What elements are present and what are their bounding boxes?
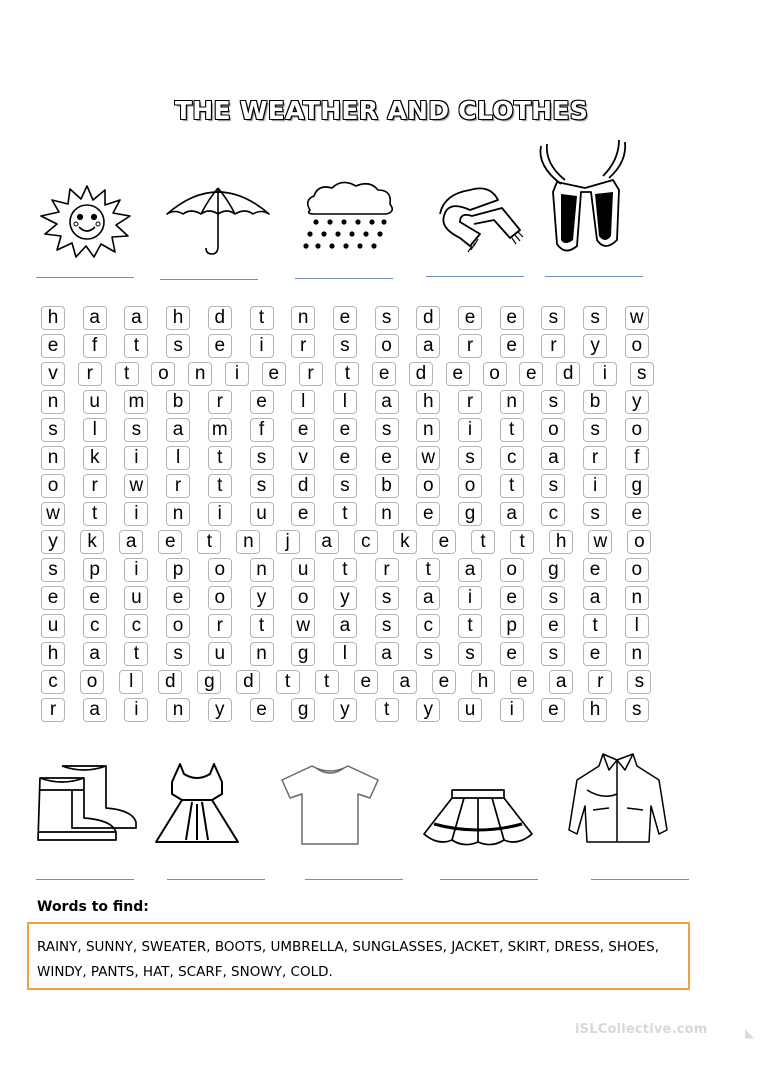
- grid-cell[interactable]: k: [80, 530, 104, 554]
- grid-cell[interactable]: u: [291, 558, 315, 582]
- grid-cell[interactable]: t: [416, 558, 440, 582]
- grid-cell[interactable]: n: [500, 390, 524, 414]
- grid-cell[interactable]: t: [276, 670, 300, 694]
- grid-cell[interactable]: i: [124, 446, 148, 470]
- grid-cell[interactable]: s: [458, 642, 482, 666]
- grid-cell[interactable]: i: [225, 362, 249, 386]
- grid-cell[interactable]: t: [315, 670, 339, 694]
- grid-cell[interactable]: r: [78, 362, 102, 386]
- grid-cell[interactable]: h: [416, 390, 440, 414]
- grid-cell[interactable]: g: [458, 502, 482, 526]
- grid-cell[interactable]: t: [333, 502, 357, 526]
- grid-cell[interactable]: e: [432, 530, 456, 554]
- grid-cell[interactable]: r: [541, 334, 565, 358]
- grid-cell[interactable]: t: [83, 502, 107, 526]
- grid-cell[interactable]: a: [549, 670, 573, 694]
- grid-cell[interactable]: h: [549, 530, 573, 554]
- grid-cell[interactable]: a: [83, 698, 107, 722]
- grid-cell[interactable]: g: [291, 642, 315, 666]
- word-list-line-1: RAINY, SUNNY, SWEATER, BOOTS, UMBRELLA, SUNGLASSES, JACKET, SKIRT, DRESS, SHOES,: [37, 939, 660, 955]
- grid-cell[interactable]: i: [124, 502, 148, 526]
- grid-cell[interactable]: n: [250, 558, 274, 582]
- grid-cell[interactable]: w: [124, 474, 148, 498]
- grid-cell[interactable]: n: [375, 502, 399, 526]
- grid-cell[interactable]: v: [41, 362, 65, 386]
- grid-cell[interactable]: i: [124, 698, 148, 722]
- skirt-icon: [418, 786, 538, 852]
- footer-watermark: iSLCollective.com: [575, 1022, 708, 1037]
- grid-cell[interactable]: t: [124, 642, 148, 666]
- grid-cell[interactable]: t: [510, 530, 534, 554]
- answer-line[interactable]: [160, 279, 258, 280]
- grid-cell[interactable]: s: [583, 502, 607, 526]
- grid-cell[interactable]: t: [250, 614, 274, 638]
- grid-cell[interactable]: u: [83, 390, 107, 414]
- answer-line[interactable]: [591, 879, 689, 880]
- grid-cell[interactable]: n: [166, 698, 190, 722]
- grid-cell[interactable]: a: [124, 306, 148, 330]
- rain-cloud-icon: [300, 180, 400, 258]
- grid-cell[interactable]: t: [333, 558, 357, 582]
- grid-cell[interactable]: i: [500, 698, 524, 722]
- word-list-box: [27, 922, 690, 990]
- grid-cell[interactable]: w: [291, 614, 315, 638]
- grid-cell[interactable]: s: [375, 614, 399, 638]
- grid-cell[interactable]: e: [208, 334, 232, 358]
- grid-cell[interactable]: n: [416, 418, 440, 442]
- grid-cell[interactable]: r: [588, 670, 612, 694]
- grid-cell[interactable]: b: [583, 390, 607, 414]
- grid-cell[interactable]: e: [583, 642, 607, 666]
- grid-cell[interactable]: b: [166, 390, 190, 414]
- grid-cell[interactable]: y: [250, 586, 274, 610]
- grid-cell[interactable]: l: [625, 614, 649, 638]
- grid-cell[interactable]: o: [625, 418, 649, 442]
- grid-cell[interactable]: p: [166, 558, 190, 582]
- grid-cell[interactable]: g: [625, 474, 649, 498]
- grid-cell[interactable]: o: [208, 558, 232, 582]
- grid-cell[interactable]: j: [276, 530, 300, 554]
- grid-cell[interactable]: o: [375, 334, 399, 358]
- grid-cell[interactable]: d: [291, 474, 315, 498]
- grid-cell[interactable]: a: [416, 334, 440, 358]
- grid-cell[interactable]: e: [333, 418, 357, 442]
- grid-cell[interactable]: r: [291, 334, 315, 358]
- grid-cell[interactable]: v: [291, 446, 315, 470]
- grid-cell[interactable]: e: [83, 586, 107, 610]
- grid-cell[interactable]: e: [250, 390, 274, 414]
- grid-cell[interactable]: s: [583, 306, 607, 330]
- grid-cell[interactable]: s: [625, 698, 649, 722]
- grid-cell[interactable]: k: [393, 530, 417, 554]
- grid-cell[interactable]: h: [41, 642, 65, 666]
- grid-cell[interactable]: u: [124, 586, 148, 610]
- grid-cell[interactable]: a: [458, 558, 482, 582]
- grid-cell[interactable]: s: [630, 362, 654, 386]
- grid-cell[interactable]: c: [416, 614, 440, 638]
- grid-cell[interactable]: o: [166, 614, 190, 638]
- grid-cell[interactable]: s: [41, 558, 65, 582]
- grid-cell[interactable]: i: [458, 586, 482, 610]
- grid-cell[interactable]: f: [250, 418, 274, 442]
- grid-cell[interactable]: y: [416, 698, 440, 722]
- grid-cell[interactable]: o: [291, 586, 315, 610]
- grid-cell[interactable]: e: [262, 362, 286, 386]
- grid-cell[interactable]: s: [375, 418, 399, 442]
- grid-cell[interactable]: e: [158, 530, 182, 554]
- grid-cell[interactable]: c: [83, 614, 107, 638]
- grid-cell[interactable]: e: [372, 362, 396, 386]
- answer-line[interactable]: [167, 879, 265, 880]
- grid-cell[interactable]: t: [115, 362, 139, 386]
- answer-line[interactable]: [36, 277, 134, 278]
- grid-cell[interactable]: n: [41, 446, 65, 470]
- grid-cell[interactable]: o: [627, 530, 651, 554]
- grid-cell[interactable]: d: [556, 362, 580, 386]
- grid-cell[interactable]: g: [291, 698, 315, 722]
- scarf-icon: [430, 180, 530, 258]
- grid-cell[interactable]: c: [354, 530, 378, 554]
- grid-cell[interactable]: i: [124, 558, 148, 582]
- jacket-icon: [563, 750, 673, 846]
- grid-cell[interactable]: m: [124, 390, 148, 414]
- grid-cell[interactable]: s: [124, 418, 148, 442]
- grid-cell[interactable]: t: [124, 334, 148, 358]
- grid-cell[interactable]: e: [510, 670, 534, 694]
- grid-cell[interactable]: a: [393, 670, 417, 694]
- grid-cell[interactable]: n: [625, 586, 649, 610]
- grid-cell[interactable]: o: [80, 670, 104, 694]
- answer-line[interactable]: [295, 278, 393, 279]
- grid-cell[interactable]: e: [41, 334, 65, 358]
- grid-cell[interactable]: e: [541, 614, 565, 638]
- sun-icon: [37, 180, 137, 260]
- answer-line[interactable]: [36, 879, 134, 880]
- grid-cell[interactable]: o: [500, 558, 524, 582]
- grid-cell[interactable]: s: [333, 474, 357, 498]
- grid-cell[interactable]: l: [333, 642, 357, 666]
- grid-cell[interactable]: s: [250, 446, 274, 470]
- grid-cell[interactable]: s: [166, 334, 190, 358]
- grid-cell[interactable]: h: [166, 306, 190, 330]
- grid-cell[interactable]: e: [500, 586, 524, 610]
- tshirt-icon: [278, 762, 382, 846]
- grid-cell[interactable]: u: [458, 698, 482, 722]
- grid-cell[interactable]: t: [250, 306, 274, 330]
- watermark-corner-icon: ◣: [745, 1026, 755, 1040]
- grid-cell[interactable]: i: [250, 334, 274, 358]
- grid-cell[interactable]: s: [41, 418, 65, 442]
- grid-cell[interactable]: e: [541, 698, 565, 722]
- grid-cell[interactable]: w: [416, 446, 440, 470]
- grid-cell[interactable]: o: [625, 334, 649, 358]
- grid-cell[interactable]: s: [416, 642, 440, 666]
- grid-cell[interactable]: n: [250, 642, 274, 666]
- word-list-line-2: WINDY, PANTS, HAT, SCARF, SNOWY, COLD.: [37, 964, 333, 980]
- grid-cell[interactable]: n: [41, 390, 65, 414]
- grid-cell[interactable]: e: [500, 306, 524, 330]
- answer-line[interactable]: [545, 276, 643, 277]
- grid-cell[interactable]: l: [119, 670, 143, 694]
- grid-cell[interactable]: o: [625, 558, 649, 582]
- grid-cell[interactable]: a: [166, 418, 190, 442]
- grid-cell[interactable]: n: [625, 642, 649, 666]
- grid-cell[interactable]: o: [416, 474, 440, 498]
- grid-cell[interactable]: s: [541, 586, 565, 610]
- grid-cell[interactable]: e: [416, 502, 440, 526]
- grid-cell[interactable]: e: [625, 502, 649, 526]
- grid-cell[interactable]: e: [583, 558, 607, 582]
- grid-cell[interactable]: y: [625, 390, 649, 414]
- grid-cell[interactable]: m: [208, 418, 232, 442]
- grid-cell[interactable]: e: [458, 306, 482, 330]
- grid-cell[interactable]: r: [458, 390, 482, 414]
- grid-cell[interactable]: s: [250, 474, 274, 498]
- grid-cell[interactable]: s: [333, 334, 357, 358]
- grid-cell[interactable]: t: [375, 698, 399, 722]
- grid-cell[interactable]: l: [291, 390, 315, 414]
- grid-cell[interactable]: i: [583, 474, 607, 498]
- grid-cell[interactable]: s: [166, 642, 190, 666]
- grid-cell[interactable]: e: [333, 446, 357, 470]
- grid-cell[interactable]: e: [446, 362, 470, 386]
- grid-cell[interactable]: o: [151, 362, 175, 386]
- grid-cell[interactable]: t: [500, 474, 524, 498]
- grid-cell[interactable]: s: [541, 390, 565, 414]
- sunglasses-icon: [535, 136, 635, 260]
- grid-cell[interactable]: y: [333, 586, 357, 610]
- answer-line[interactable]: [426, 276, 524, 277]
- grid-cell[interactable]: n: [236, 530, 260, 554]
- grid-cell[interactable]: h: [471, 670, 495, 694]
- grid-cell[interactable]: a: [375, 390, 399, 414]
- grid-cell[interactable]: e: [291, 502, 315, 526]
- grid-cell[interactable]: r: [41, 698, 65, 722]
- words-to-find-label: Words to find:: [37, 899, 149, 915]
- grid-cell[interactable]: h: [41, 306, 65, 330]
- answer-line[interactable]: [440, 879, 538, 880]
- grid-cell[interactable]: d: [236, 670, 260, 694]
- grid-cell[interactable]: r: [208, 614, 232, 638]
- grid-cell[interactable]: y: [208, 698, 232, 722]
- grid-cell[interactable]: u: [208, 642, 232, 666]
- grid-cell[interactable]: r: [83, 474, 107, 498]
- grid-cell[interactable]: s: [583, 418, 607, 442]
- grid-cell[interactable]: w: [625, 306, 649, 330]
- grid-cell[interactable]: s: [627, 670, 651, 694]
- grid-cell[interactable]: e: [500, 334, 524, 358]
- boots-icon: [32, 760, 142, 842]
- grid-cell[interactable]: e: [354, 670, 378, 694]
- grid-cell[interactable]: c: [41, 670, 65, 694]
- grid-cell[interactable]: e: [333, 306, 357, 330]
- grid-cell[interactable]: s: [541, 642, 565, 666]
- answer-line[interactable]: [305, 879, 403, 880]
- grid-cell[interactable]: o: [208, 586, 232, 610]
- grid-cell[interactable]: y: [583, 334, 607, 358]
- grid-cell[interactable]: s: [375, 586, 399, 610]
- grid-cell[interactable]: d: [416, 306, 440, 330]
- grid-cell[interactable]: a: [416, 586, 440, 610]
- umbrella-icon: [163, 180, 273, 258]
- grid-cell[interactable]: e: [291, 418, 315, 442]
- grid-cell[interactable]: i: [458, 418, 482, 442]
- grid-cell[interactable]: e: [375, 446, 399, 470]
- grid-cell[interactable]: u: [250, 502, 274, 526]
- grid-cell[interactable]: t: [335, 362, 359, 386]
- grid-cell[interactable]: t: [208, 446, 232, 470]
- grid-cell[interactable]: t: [583, 614, 607, 638]
- grid-cell[interactable]: t: [458, 614, 482, 638]
- grid-cell[interactable]: a: [119, 530, 143, 554]
- grid-cell[interactable]: e: [432, 670, 456, 694]
- grid-cell[interactable]: n: [291, 306, 315, 330]
- grid-cell[interactable]: b: [375, 474, 399, 498]
- grid-cell[interactable]: p: [500, 614, 524, 638]
- grid-cell[interactable]: c: [500, 446, 524, 470]
- grid-cell[interactable]: r: [299, 362, 323, 386]
- grid-cell[interactable]: i: [593, 362, 617, 386]
- grid-cell[interactable]: e: [166, 586, 190, 610]
- grid-cell[interactable]: t: [471, 530, 495, 554]
- grid-cell[interactable]: t: [197, 530, 221, 554]
- grid-cell[interactable]: t: [208, 474, 232, 498]
- grid-cell[interactable]: f: [625, 446, 649, 470]
- grid-cell[interactable]: e: [500, 642, 524, 666]
- grid-cell[interactable]: a: [375, 642, 399, 666]
- grid-cell[interactable]: s: [541, 474, 565, 498]
- grid-cell[interactable]: g: [197, 670, 221, 694]
- grid-cell[interactable]: a: [500, 502, 524, 526]
- grid-cell[interactable]: o: [483, 362, 507, 386]
- grid-cell[interactable]: a: [333, 614, 357, 638]
- grid-cell[interactable]: c: [124, 614, 148, 638]
- grid-cell[interactable]: l: [333, 390, 357, 414]
- grid-cell[interactable]: r: [375, 558, 399, 582]
- grid-cell[interactable]: f: [83, 334, 107, 358]
- grid-cell[interactable]: a: [83, 642, 107, 666]
- grid-cell[interactable]: p: [83, 558, 107, 582]
- grid-cell[interactable]: s: [458, 446, 482, 470]
- grid-cell[interactable]: h: [583, 698, 607, 722]
- grid-cell[interactable]: a: [541, 446, 565, 470]
- grid-cell[interactable]: a: [583, 586, 607, 610]
- grid-cell[interactable]: c: [541, 502, 565, 526]
- grid-cell[interactable]: s: [375, 306, 399, 330]
- grid-cell[interactable]: l: [166, 446, 190, 470]
- grid-cell[interactable]: e: [41, 586, 65, 610]
- grid-cell[interactable]: r: [208, 390, 232, 414]
- grid-cell[interactable]: n: [166, 502, 190, 526]
- page-title: THE WEATHER AND CLOTHES: [174, 96, 589, 125]
- grid-cell[interactable]: y: [41, 530, 65, 554]
- grid-cell[interactable]: d: [409, 362, 433, 386]
- grid-cell[interactable]: o: [458, 474, 482, 498]
- grid-cell[interactable]: g: [541, 558, 565, 582]
- grid-cell[interactable]: w: [41, 502, 65, 526]
- grid-cell[interactable]: w: [588, 530, 612, 554]
- grid-cell[interactable]: d: [208, 306, 232, 330]
- grid-cell[interactable]: y: [333, 698, 357, 722]
- grid-cell[interactable]: d: [158, 670, 182, 694]
- grid-cell[interactable]: s: [541, 306, 565, 330]
- grid-cell[interactable]: o: [41, 474, 65, 498]
- grid-cell[interactable]: a: [315, 530, 339, 554]
- grid-cell[interactable]: e: [250, 698, 274, 722]
- grid-cell[interactable]: e: [519, 362, 543, 386]
- grid-cell[interactable]: r: [583, 446, 607, 470]
- dress-icon: [152, 760, 242, 846]
- grid-cell[interactable]: u: [41, 614, 65, 638]
- grid-cell[interactable]: r: [458, 334, 482, 358]
- grid-cell[interactable]: o: [541, 418, 565, 442]
- grid-cell[interactable]: r: [166, 474, 190, 498]
- grid-cell[interactable]: i: [208, 502, 232, 526]
- grid-cell[interactable]: k: [83, 446, 107, 470]
- grid-cell[interactable]: n: [188, 362, 212, 386]
- grid-cell[interactable]: t: [500, 418, 524, 442]
- grid-cell[interactable]: a: [83, 306, 107, 330]
- grid-cell[interactable]: l: [83, 418, 107, 442]
